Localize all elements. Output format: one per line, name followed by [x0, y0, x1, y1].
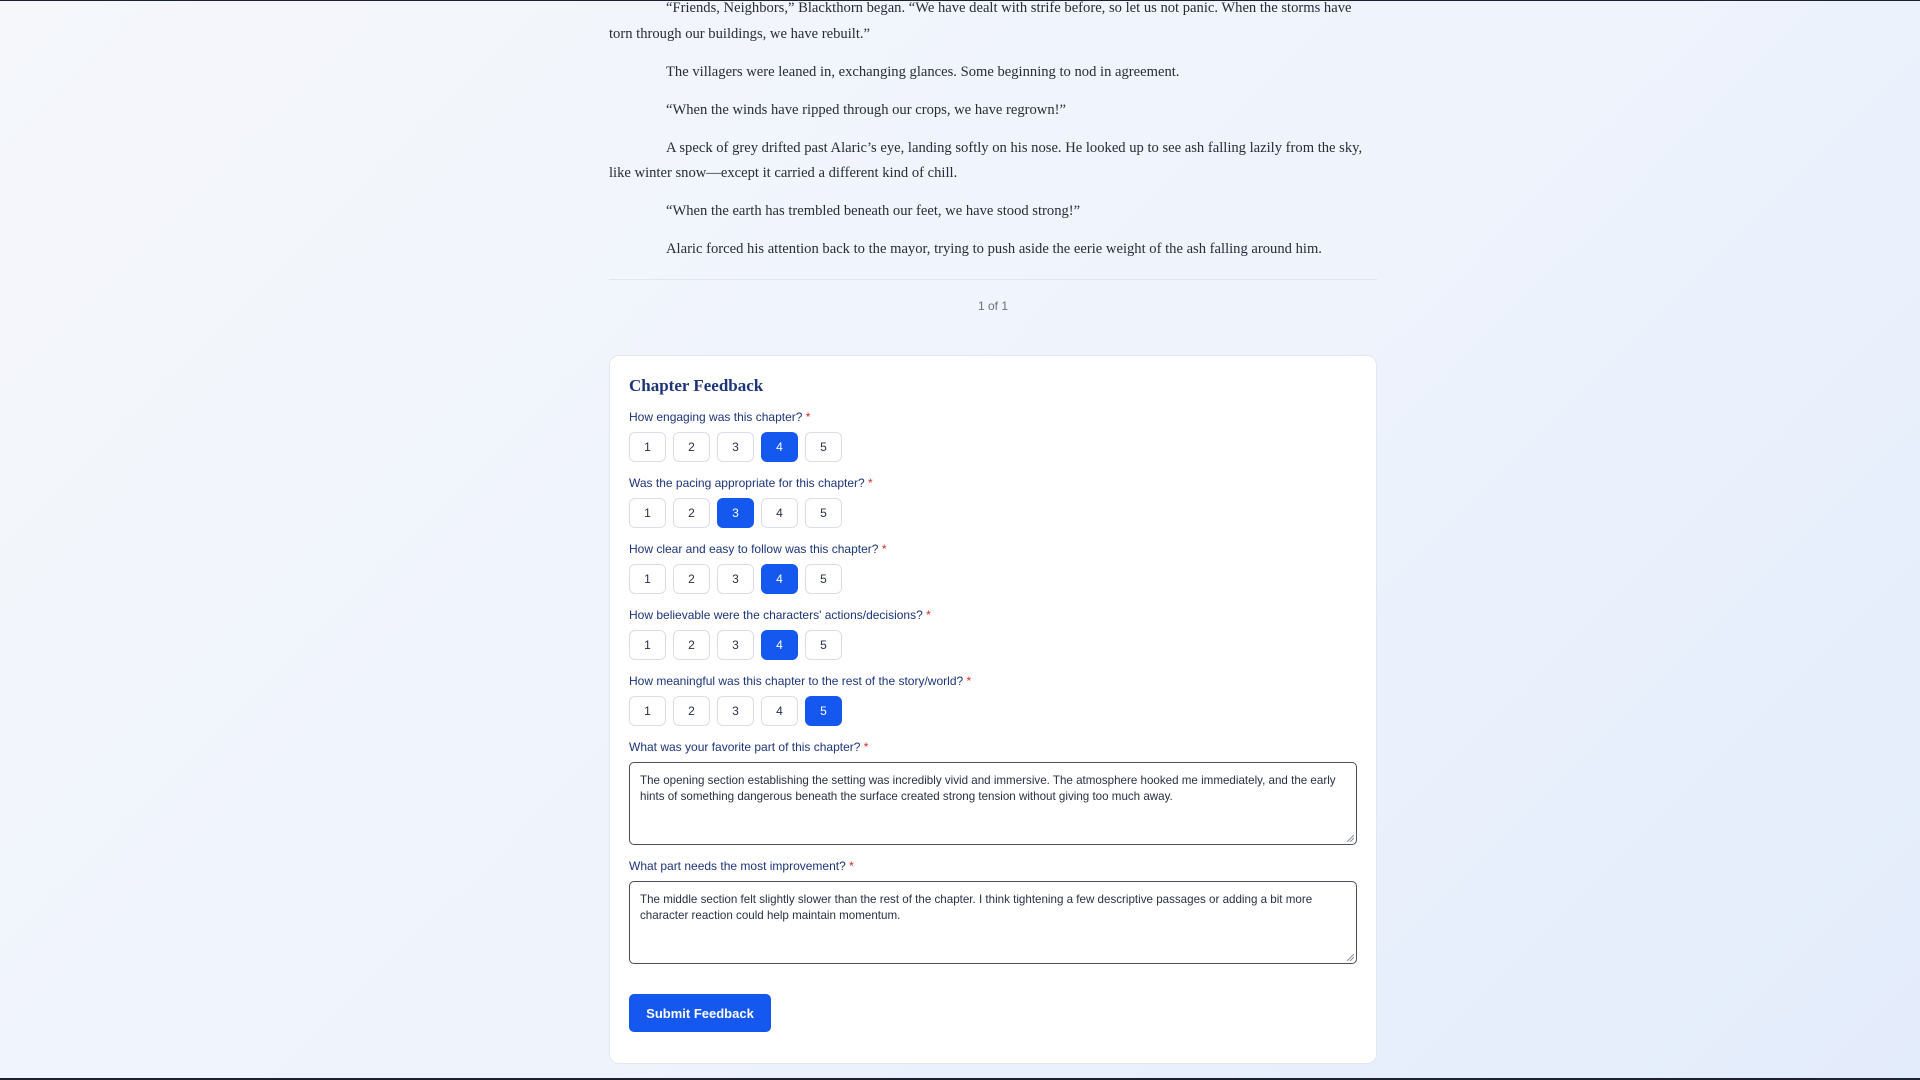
chapter-feedback-form	[609, 355, 1377, 1064]
question-text: How believable were the characters' actions/decisions?	[629, 608, 923, 622]
resize-handle-icon[interactable]	[1346, 953, 1354, 961]
rating-question	[629, 410, 1357, 462]
rating-option-5[interactable]: 5	[805, 432, 842, 462]
favorite-part-question	[629, 740, 1357, 845]
question-text: Was the pacing appropriate for this chapter?	[629, 476, 865, 490]
question-label	[629, 608, 1357, 622]
question-label	[629, 542, 1357, 556]
rating-options	[629, 696, 1357, 726]
chapter-text	[609, 0, 1377, 263]
question-label	[629, 410, 1357, 424]
question-label	[629, 740, 1357, 754]
improvement-textarea[interactable]	[629, 881, 1357, 964]
rating-question	[629, 674, 1357, 726]
question-label	[629, 859, 1357, 873]
rating-option-1[interactable]: 1	[629, 564, 666, 594]
rating-option-2[interactable]: 2	[673, 498, 710, 528]
textarea-value: The opening section establishing the setting was incredibly vivid and immersive. The atmosphere hooked me immediately, and the early hints of something dangerous beneath the surface created strong tension without giving too much away.	[640, 774, 1336, 803]
rating-options	[629, 564, 1357, 594]
rating-option-5[interactable]: 5	[805, 630, 842, 660]
rating-option-2[interactable]: 2	[673, 564, 710, 594]
required-marker: *	[868, 476, 873, 490]
rating-question	[629, 476, 1357, 528]
story-paragraph: “When the winds have ripped through our crops, we have regrown!”	[666, 101, 1066, 118]
rating-options	[629, 630, 1357, 660]
question-text: What was your favorite part of this chapter?	[629, 740, 861, 754]
question-text: How meaningful was this chapter to the rest of the story/world?	[629, 674, 964, 688]
required-marker: *	[881, 542, 887, 556]
required-marker: *	[805, 410, 811, 424]
divider	[609, 279, 1377, 280]
rating-option-1[interactable]: 1	[629, 630, 666, 660]
question-text: What part needs the most improvement?	[629, 859, 846, 873]
rating-option-4[interactable]: 4	[761, 432, 798, 462]
question-label	[629, 674, 1357, 688]
required-marker: *	[863, 740, 869, 754]
improvement-question	[629, 859, 1357, 964]
story-paragraph: Alaric forced his attention back to the mayor, trying to push aside the eerie weight of the ash falling around him.	[666, 241, 1322, 257]
rating-options	[629, 432, 1357, 462]
required-marker: *	[926, 608, 931, 622]
rating-options	[629, 498, 1357, 528]
rating-option-4[interactable]: 4	[761, 498, 798, 528]
story-paragraph: The villagers were leaned in, exchanging glances. Some beginning to nod in agreement.	[666, 63, 1180, 80]
rating-option-3[interactable]: 3	[717, 564, 754, 594]
rating-option-2[interactable]: 2	[673, 696, 710, 726]
rating-option-5[interactable]: 5	[805, 564, 842, 594]
required-marker: *	[966, 674, 972, 688]
question-text: How engaging was this chapter?	[629, 410, 803, 424]
rating-option-3[interactable]: 3	[717, 432, 754, 462]
rating-option-1[interactable]: 1	[629, 498, 666, 528]
submit-feedback-button[interactable]: Submit Feedback	[629, 994, 771, 1032]
story-paragraph: “Friends, Neighbors,” Blackthorn began. “We have dealt with strife before, so let us not panic. When the storms have torn through our buildings, we have rebuilt.”	[609, 0, 1352, 42]
rating-option-2[interactable]: 2	[673, 432, 710, 462]
question-text: How clear and easy to follow was this chapter?	[629, 542, 879, 556]
rating-option-5[interactable]: 5	[805, 498, 842, 528]
story-paragraph: “When the earth has trembled beneath our feet, we have stood strong!”	[666, 203, 1081, 219]
story-paragraph: A speck of grey drifted past Alaric’s eye, landing softly on his nose. He looked up to see ash falling lazily from the sky, like winter snow—except it carried a different kind of chill.	[609, 139, 1363, 181]
rating-option-2[interactable]: 2	[673, 630, 710, 660]
rating-question	[629, 542, 1357, 594]
page-indicator: 1 of 1	[977, 298, 1009, 313]
rating-option-3[interactable]: 3	[717, 696, 754, 726]
rating-option-3[interactable]: 3	[717, 630, 754, 660]
rating-option-4[interactable]: 4	[761, 696, 798, 726]
rating-option-4[interactable]: 4	[761, 564, 798, 594]
reader-column	[609, 1, 1377, 315]
rating-option-3[interactable]: 3	[717, 498, 754, 528]
rating-option-5[interactable]: 5	[805, 696, 842, 726]
rating-option-1[interactable]: 1	[629, 432, 666, 462]
required-marker: *	[849, 859, 854, 873]
rating-question	[629, 608, 1357, 660]
feedback-title: Chapter Feedback	[629, 376, 764, 395]
resize-handle-icon[interactable]	[1346, 834, 1354, 842]
textarea-value: The middle section felt slightly slower than the rest of the chapter. I think tightening a few descriptive passages or adding a bit more character reaction could help maintain momentum.	[640, 893, 1313, 922]
favorite-part-textarea[interactable]	[629, 762, 1357, 845]
rating-option-1[interactable]: 1	[629, 696, 666, 726]
question-label	[629, 476, 1357, 490]
rating-option-4[interactable]: 4	[761, 630, 798, 660]
